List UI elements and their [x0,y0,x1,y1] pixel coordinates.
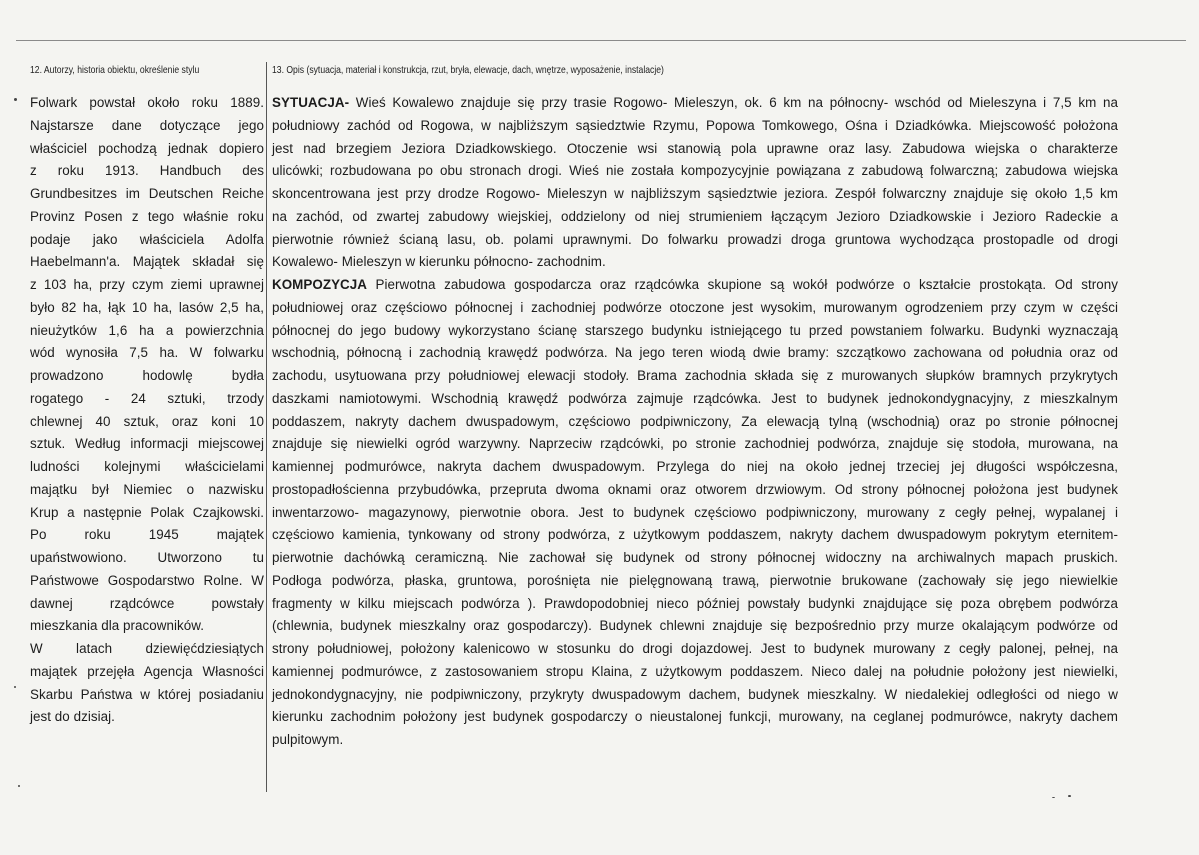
history-line: rogatego - 24 sztuki, trzody [30,390,264,406]
description-line [272,411,1118,434]
scan-speck [1052,797,1055,798]
description-line [272,297,1118,320]
description-line [272,502,1118,525]
history-line: W latach dziewięćdziesiątych [30,641,264,656]
description-line-text: jest nad brzegiem Jeziora Dziadkowskiego. Otoczenie wsi stanowią pola uprawne oraz lasy. Zabudowa wiejska o charakterze [272,140,1118,156]
description-line [272,206,1118,229]
history-line: mieszkania dla pracowników. [30,618,205,634]
description-line-text: kamiennej podmurówce, nakryta dachem dwuspadowym. Przylega do niej na około jednej trzeciej jej długości współczesna, [272,459,1118,474]
description-line-text: Pierwotna zabudowa gospodarcza oraz rządcówka skupione są wokół podwórze o kształcie prostokąta. Od strony [367,277,1118,292]
history-line: chlewnej 40 sztuk, oraz koni 10 [30,413,264,429]
description-line-text: inwentarzowo- magazynowy, pierwotnie obora. Jest to budynek częściowo podpiwniczony, murowany z cegły pełnej, wypalanej i [272,504,1118,520]
description-line [272,433,1118,456]
scan-speck [14,686,16,688]
description-line-text: częściowo kamienia, tynkowany od strony podwórza, z użytkowym poddaszem, nakryty dachem dwuspadowym pokrytym eternitem- [272,527,1118,543]
description-line-text: wschodnią, północną i zachodnią krawędź podwórza. Na jego teren wiodą dwie bramy: szczątkowo zachowana od południa oraz od [272,345,1118,361]
description-line-text: (chlewnia, budynek mieszkalny oraz gospodarczy). Budynek chlewni znajduje się bezpośrednio przy murze okalającym podwórze od [272,618,1118,634]
description-line-text: strony południowej, położony kalenicowo w stosunku do drogi dojazdowej. Jest to budynek murowany z cegły palonej, pełnej, na [272,641,1118,656]
description-line-text: jednokondygnacyjny, nie podpiwniczony, przykryty dwuspadowym dachem, budynek mieszkalny. W niedalekiej odległości od niego w [272,686,1118,702]
history-line: wód wynosiła 7,5 ha. W folwarku [30,345,264,361]
description-line [272,138,1118,161]
description-line [272,115,1118,138]
description-line-text: południowy zachód od Rogowa, w najbliższym sąsiedztwie Rzymu, Popowa Tomkowego, Ośna i Dziadkówka. Miejscowość położona [272,117,1118,133]
description-line-text: pierwotnie również ścianą lasu, ob. polami uprawnymi. Do folwarku prowadzi droga gruntowa wychodząca prostopadle od drogi [272,231,1118,247]
description-line-text: kamiennej podmurówce, z zastosowaniem stropu Klaina, z użytkowym poddaszem. Nieco dalej na południe położony jest niewielki, [272,663,1118,679]
scan-speck [1068,795,1071,797]
scan-speck [14,98,17,101]
history-line: Folwark powstał około roku 1889. [30,95,264,110]
history-line: upaństwowiono. Utworzono tu [30,550,264,565]
description-line-text: pulpitowym. [272,732,344,747]
history-line: nieużytków 1,6 ha a powierzchnia [30,322,264,338]
description-line [272,729,1118,752]
description-line [272,320,1118,343]
history-line: Haebelmann'a. Majątek składał się [30,254,264,270]
history-line: jest do dzisiaj. [30,709,115,725]
description-line [272,524,1118,547]
description-line [272,638,1118,661]
description-line [272,479,1118,502]
right-column-header: 13. Opis (sytuacja, materiał i konstrukcja, rzut, bryła, elewacje, dach, wnętrze, wyposażenie, instalacje) [272,64,664,76]
description-line-text: Wieś Kowalewo znajduje się przy trasie Rogowo- Mieleszyn, ok. 6 km na północny- wschód od Mieleszyna i 7,5 km na [349,95,1118,110]
history-line: Grundbesitzes im Deutschen Reiche [30,186,264,201]
history-line: Najstarsze dane dotyczące jego [30,117,264,133]
description-line-text: zachodu, usytuowana przy południowej elewacji stodoły. Brama zachodnia składa się z murowanych słupków bramnych przykrytych [272,368,1118,383]
history-line: majątku był Niemiec o nazwisku [30,481,264,497]
description-line [272,183,1118,206]
history-line: Państwowe Gospodarstwo Rolne. W [30,572,264,588]
description-line [272,706,1118,729]
description-line-text: fragmenty w kilku miejscach podwórza ). Prawdopodobniej nieco później powstały budynki znajdujące się poza obrębem podwórza [272,595,1118,611]
description-line-text: północnej do jego budowy wykorzystano ścianę starszego budynku istniejącego tu przed powstaniem folwarku. Budynki wyznaczają [272,322,1118,338]
description-line-text: daszkami namiotowymi. Wschodnią krawędź podwórza zajmuje rządcówka. Jest to budynek jednokondygnacyjny, z mieszkalnym [272,390,1118,406]
description-line [272,388,1118,411]
history-line: Skarbu Państwa w której posiadaniu [30,686,264,702]
section-heading: SYTUACJA- [272,95,350,110]
history-line: podaje jako właściciela Adolfa [30,231,264,247]
description-line-text: Kowalewo- Mieleszyn w kierunku północno- zachodnim. [272,254,606,270]
history-line: Provinz Posen z tego właśnie roku [30,208,264,224]
description-line [272,615,1118,638]
history-line: prowadzono hodowlę bydła [30,368,264,383]
history-line: z roku 1913. Handbuch des [30,163,264,179]
history-line: sztuk. Według informacji miejscowej [30,436,264,452]
description-line-text: południowej oraz częściowo północnej i zachodniej podwórze otoczone jest wysokim, murowanym ogrodzeniem przy czym w części [272,299,1118,315]
description-line [272,251,1118,274]
section-heading: KOMPOZYCJA [272,277,367,292]
description-line [272,456,1118,479]
description-line-text: na zachód, od zwartej zabudowy wiejskiej, oddzielony od niej strumieniem łączącym Jezioro Dziadkowskie i Jezioro Radeckie a [272,208,1118,224]
description-line-text: Podłoga podwórza, płaska, gruntowa, porośnięta nie pielęgnowaną trawą, pierwotnie brukowane (zachowały się jego niewielkie [272,572,1118,588]
left-column-header: 12. Autorzy, historia obiektu, określenie stylu [30,64,200,76]
description-line-text: poddaszem, nakryty dachem dwuspadowym, częściowo podpiwniczony, Za elewacją tylną (wschodnią) oraz po stronie północnej [272,413,1118,429]
description-line [272,570,1118,593]
description-line-text: pierwotnie dachówką ceramiczną. Nie zachował się budynek od strony północnej widoczny na archiwalnych mapach pruskich. [272,550,1118,565]
history-line: ludności kolejnymi właścicielami [30,459,264,474]
description-line [272,684,1118,707]
description-line-text: znajduje się niewielki ogród warzywny. Naprzeciw rządcówki, po stronie zachodniej podwórza, znajduje się stodoła, murowana, na [272,436,1118,452]
scan-speck [18,785,20,787]
description-line-text: ulicówki; rozbudowana po obu stronach drogi. Wieś nie została kompozycyjnie powiązana z zabudową folwarczną; zabudowa wiejska [272,163,1118,179]
description-line [272,593,1118,616]
description-line-text: prostopadłościenna przybudówka, przeprutа dwoma oknami oraz otworem drzwiowym. Od strony północnej położona jest budynek [272,481,1118,497]
description-line [272,547,1118,570]
column-divider [266,62,267,792]
description-line [272,160,1118,183]
history-line: dawnej rządcówce powstały [30,595,264,611]
description-line [272,274,1118,297]
history-line: z 103 ha, przy czym ziemi uprawnej [30,277,264,292]
description-line [272,342,1118,365]
description-text [272,92,1118,752]
description-line [272,92,1118,115]
description-line [272,661,1118,684]
history-line: majątek przejęła Agencja Własności [30,663,264,679]
description-line-text: kierunku zachodnim położony jest budynek gospodarczy o nieustalonej funkcji, murowany, na ceglanej podmurówce, nakryty dachem [272,709,1118,725]
description-line [272,365,1118,388]
history-line: Krup a następnie Polak Czajkowski. [30,504,264,520]
history-line: właściciel pochodzą jednak dopiero [30,140,264,156]
history-text [30,92,264,729]
description-line-text: skoncentrowana jest przy drodze Rogowo- Mieleszyn w najbliższym sąsiedztwie jeziora. Zespół folwarczny znajduje się około 1,5 km [272,186,1118,201]
history-line: Po roku 1945 majątek [30,527,264,543]
history-line: było 82 ha, łąk 10 ha, lasów 2,5 ha, [30,299,264,315]
description-line [272,229,1118,252]
